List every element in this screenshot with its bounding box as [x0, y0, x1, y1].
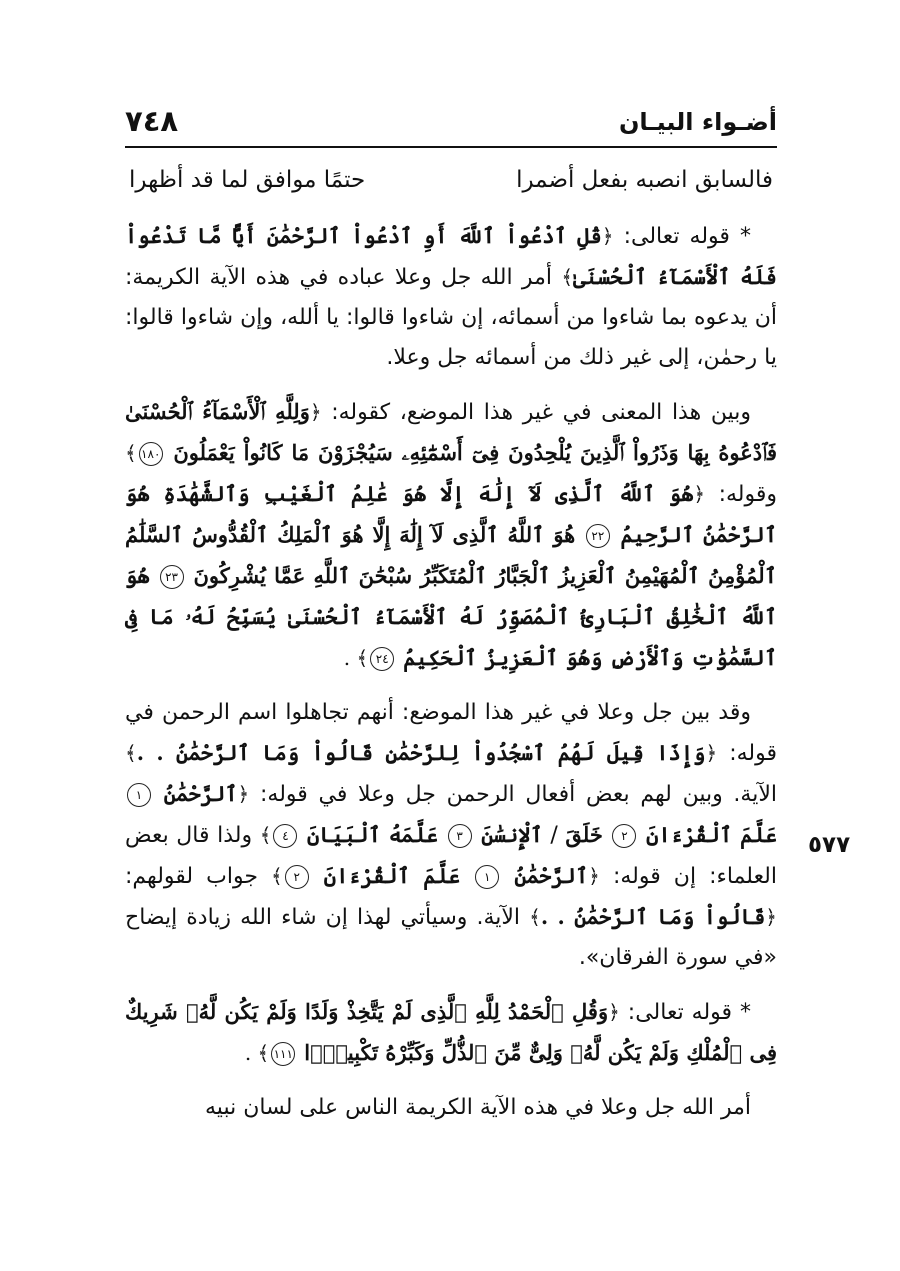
paragraph-5 — [125, 1088, 777, 1128]
verse-number-marker: ١ — [475, 865, 499, 889]
paragraph-2 — [125, 392, 777, 679]
verse-number-marker: ١ — [127, 783, 151, 807]
page-body — [125, 160, 777, 1142]
body-text: وقد بين جل وعلا في غير هذا الموضع: أنهم تجاهلوا اسم الرحمن في قوله: — [125, 700, 777, 766]
body-text: الآية. وبين لهم بعض أفعال الرحمن جل وعلا في قوله: — [259, 782, 777, 807]
quran-verse: قَالُواْ وَمَا ٱلرَّحْمَٰنُ . . — [540, 904, 766, 929]
page-header — [125, 96, 777, 140]
header-rule — [125, 146, 777, 148]
quran-close-bracket: ﴾ . — [343, 646, 369, 670]
book-title: أضـواء البيـان — [618, 108, 777, 136]
commentary-text: أمر الله جل وعلا عباده في هذه الآية الكريمة: أن يدعوه بما شاءوا من أسمائه، إن شاءوا قالوا: يا ألله، وإن شاءوا قالوا: يا رحمٰن، إلى غير ذلك من أسمائه جل وعلا. — [125, 265, 777, 370]
body-text: جواب لقولهم: — [125, 864, 258, 889]
quran-verse: ٱلرَّحْمَٰنُ — [163, 781, 238, 806]
quran-close-bracket: ﴾ . — [244, 1041, 270, 1065]
quran-open-bracket: ﴿ — [601, 224, 614, 248]
quran-close-bracket: ﴾ — [561, 265, 574, 289]
verse-number-marker: ٢ — [612, 824, 636, 848]
quran-verse: وَلِلَّهِ ٱلْأَسْمَآءُ ٱلْحُسْنَىٰ فَٱدْعُوهُ بِهَا وَذَرُواْ ٱلَّذِينَ يُلْحِدُونَ فِىٓ أَسْمَٰٓئِهِۦ سَيُجْزَوْنَ مَا كَانُواْ يَعْمَلُونَ — [125, 399, 777, 465]
body-text: أمر الله جل وعلا في هذه الآية الكريمة الناس على لسان نبيه — [205, 1095, 751, 1120]
quran-verse: هُوَ ٱللَّهُ ٱلْخَٰلِقُ ٱلْبَارِئُ ٱلْمُصَوِّرُ لَهُ ٱلْأَسْمَآءُ ٱلْحُسْنَىٰ يُسَبِّحُ لَهُۥ مَا فِى ٱلسَّمَٰوَٰتِ وَٱلْأَرْضِ وَهُوَ ٱلْعَزِيزُ ٱلْحَكِيمُ — [125, 563, 777, 670]
quran-close-bracket: ﴾ — [125, 441, 137, 465]
verse-number-marker: ٢٢ — [586, 524, 610, 548]
quran-close-bracket: ﴾ — [125, 741, 137, 765]
quran-verse: وَقُلِ ٱلْحَمْدُ لِلَّهِ ٱلَّذِى لَمْ يَتَّخِذْ وَلَدًا وَلَمْ يَكُن لَّهُۥ شَرِيكٌ فِى ٱلْمُلْكِ وَلَمْ يَكُن لَّهُۥ وَلِىٌّ مِّنَ ٱلذُّلِّ وَكَبِّرْهُ تَكْبِيرًۢا — [125, 999, 777, 1065]
poem-verse — [125, 160, 777, 200]
verse-number-marker: ١٨٠ — [139, 442, 163, 466]
quran-verse: عَلَّمَهُ ٱلْبَيَانَ — [307, 822, 438, 847]
quran-open-bracket: ﴿ — [608, 1000, 620, 1024]
quran-open-bracket: ﴿ — [588, 864, 600, 888]
paragraph-1 — [125, 216, 777, 378]
quran-open-bracket: ﴿ — [309, 400, 322, 424]
quran-verse: هُوَ ٱللَّهُ ٱلَّذِى لَآ إِلَٰهَ إِلَّا هُوَ ٱلْمَلِكُ ٱلْقُدُّوسُ ٱلسَّلَٰمُ ٱلْمُؤْمِنُ ٱلْمُهَيْمِنُ ٱلْعَزِيزُ ٱلْجَبَّارُ ٱلْمُتَكَبِّرُ سُبْحَٰنَ ٱللَّهِ عَمَّا يُشْرِكُونَ — [125, 522, 777, 588]
quran-open-bracket: ﴿ — [693, 482, 706, 506]
quran-open-bracket: ﴿ — [765, 905, 777, 929]
quran-verse: وَإِذَا قِيلَ لَهُمُ ٱسْجُدُواْ لِلرَّحْمَٰنِ قَالُواْ وَمَا ٱلرَّحْمَٰنُ . . — [136, 740, 706, 765]
verse-number-marker: ٢٣ — [160, 565, 184, 589]
quran-verse: هُوَ ٱللَّهُ ٱلَّذِى لَآ إِلَٰهَ إِلَّا هُوَ عَٰلِمُ ٱلْغَيْبِ وَٱلشَّهَٰدَةِ هُوَ ٱلرَّحْمَٰنُ ٱلرَّحِيمُ — [125, 481, 778, 547]
quran-open-bracket: ﴿ — [237, 782, 250, 806]
page-number: ٧٤٨ — [125, 104, 179, 138]
body-text: وقوله: — [718, 482, 778, 507]
quran-verse: قُلِ ٱدْعُواْ ٱللَّهَ أَوِ ٱدْعُواْ ٱلرَّحْمَٰنَ أَيًّا مَّا تَدْعُواْ فَلَهُ ٱلْأَسْمَآءُ ٱلْحُسْنَىٰ — [125, 223, 777, 289]
verse-number-marker: ٢٤ — [370, 647, 394, 671]
quran-verse: عَلَّمَ ٱلْقُرْءَانَ — [323, 863, 461, 888]
quran-verse: ٱلرَّحْمَٰنُ — [514, 863, 589, 888]
poem-first-hemistich: فالسابق انصبه بفعل أضمرا — [516, 167, 773, 193]
poem-second-hemistich: حتمًا موافق لما قد أظهرا — [129, 167, 366, 193]
body-text: الآية. وسيأتي لهذا إن شاء الله زيادة إيضاح «في سورة الفرقان». — [125, 905, 777, 970]
body-text: وبين هذا المعنى في غير هذا الموضع، كقوله: — [331, 400, 751, 425]
verse-number-marker: ٣ — [448, 824, 472, 848]
verse-number-marker: ١١١ — [271, 1042, 295, 1066]
paragraph-3 — [125, 693, 777, 978]
quran-verse: خَلَقَ — [565, 822, 603, 847]
section-intro: * قوله تعالى: — [627, 1000, 751, 1025]
quran-close-bracket: ﴾ — [259, 823, 272, 847]
body-text: ولذا قال بعض العلماء: إن قوله: — [125, 823, 777, 889]
quran-open-bracket: ﴿ — [705, 741, 718, 765]
line-break-slash: / — [550, 823, 558, 848]
margin-page-number: ٥٧٧ — [808, 832, 851, 858]
quran-close-bracket: ﴾ — [529, 905, 541, 929]
verse-number-marker: ٢ — [285, 865, 309, 889]
verse-number-marker: ٤ — [273, 824, 297, 848]
section-intro: * قوله تعالى: — [623, 224, 751, 249]
quran-verse: عَلَّمَ ٱلْقُرْءَانَ — [646, 822, 778, 847]
quran-close-bracket: ﴾ — [271, 864, 283, 888]
quran-verse: ٱلْإِنسَٰنَ — [481, 822, 543, 847]
paragraph-4 — [125, 992, 777, 1074]
